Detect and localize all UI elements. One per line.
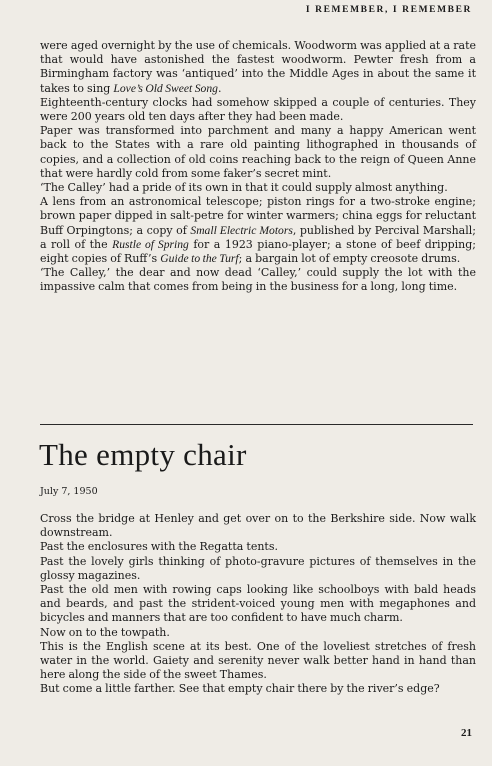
paragraph: ‘The Calley’ had a pride of its own in that it could supply almost anything. bbox=[40, 181, 448, 195]
paragraph: Paper was transformed into parchment and many a happy American went back to the States with a rare old painting lithographed in thousands of copies, and a collection of old coins reaching back to the reign of Queen Anne that were hardly cold from some faker’s secret mint. bbox=[40, 124, 476, 180]
music-title: Rustle of Spring bbox=[112, 237, 189, 251]
section-divider bbox=[40, 424, 473, 425]
article-date: July 7, 1950 bbox=[40, 486, 98, 497]
page-number: 21 bbox=[461, 727, 472, 739]
paragraph: Now on to the towpath. bbox=[40, 625, 170, 639]
running-head: I REMEMBER, I REMEMBER bbox=[305, 5, 472, 15]
book-title: Guide to the Turf bbox=[160, 252, 239, 266]
continued-text bbox=[40, 39, 476, 295]
paragraph: A lens from an astronomical telescope; piston rings for a two-stroke engine; brown paper dipped in salt-petre for winter warmers; china eggs for reluctant Buff Orpingtons; a copy of Small Electric Motors, published by Percival Marshall; a roll of the Rustle of Spring for a 1923 piano-player; a stone of beef dripping; eight copies of Ruff’s Guide to the Turf; a bargain lot of empty creosote drums. bbox=[40, 195, 476, 266]
paragraph: This is the English scene at its best. One of the loveliest stretches of fresh water in the world. Gaiety and serenity never walk better hand in hand than here along the side of the sweet Thames. bbox=[40, 639, 476, 682]
article-body bbox=[40, 512, 476, 697]
paragraph: Cross the bridge at Henley and get over on to the Berkshire side. Now walk downstream. bbox=[40, 512, 476, 540]
article-title: The empty chair bbox=[39, 437, 247, 472]
paragraph: ‘The Calley,’ the dear and now dead ‘Calley,’ could supply the lot with the impassive calm that comes from being in the business for a long, long time. bbox=[40, 266, 476, 294]
paragraph: were aged overnight by the use of chemicals. Woodworm was applied at a rate that would have astonished the fastest woodworm. Pewter fresh from a Birmingham factory was ‘antiqued’ into the Middle Ages in about the same it takes to sing Love’s Old Sweet Song. bbox=[40, 39, 476, 95]
paragraph: But come a little farther. See that empty chair there by the river’s edge? bbox=[40, 682, 440, 696]
paragraph: Past the lovely girls thinking of photo-gravure pictures of themselves in the glossy magazines. bbox=[40, 554, 476, 582]
paragraph: Past the enclosures with the Regatta tents. bbox=[40, 540, 278, 554]
paragraph: Eighteenth-century clocks had somehow skipped a couple of centuries. They were 200 years old ten days after they had been made. bbox=[40, 95, 476, 124]
book-title: Small Electric Motors bbox=[190, 223, 293, 237]
paragraph: Past the old men with rowing caps looking like schoolboys with bald heads and beards, and past the strident-voiced young men with megaphones and bicycles and manners that are too confident to have much charm. bbox=[40, 583, 476, 625]
song-title: Love’s Old Sweet Song bbox=[113, 81, 218, 95]
